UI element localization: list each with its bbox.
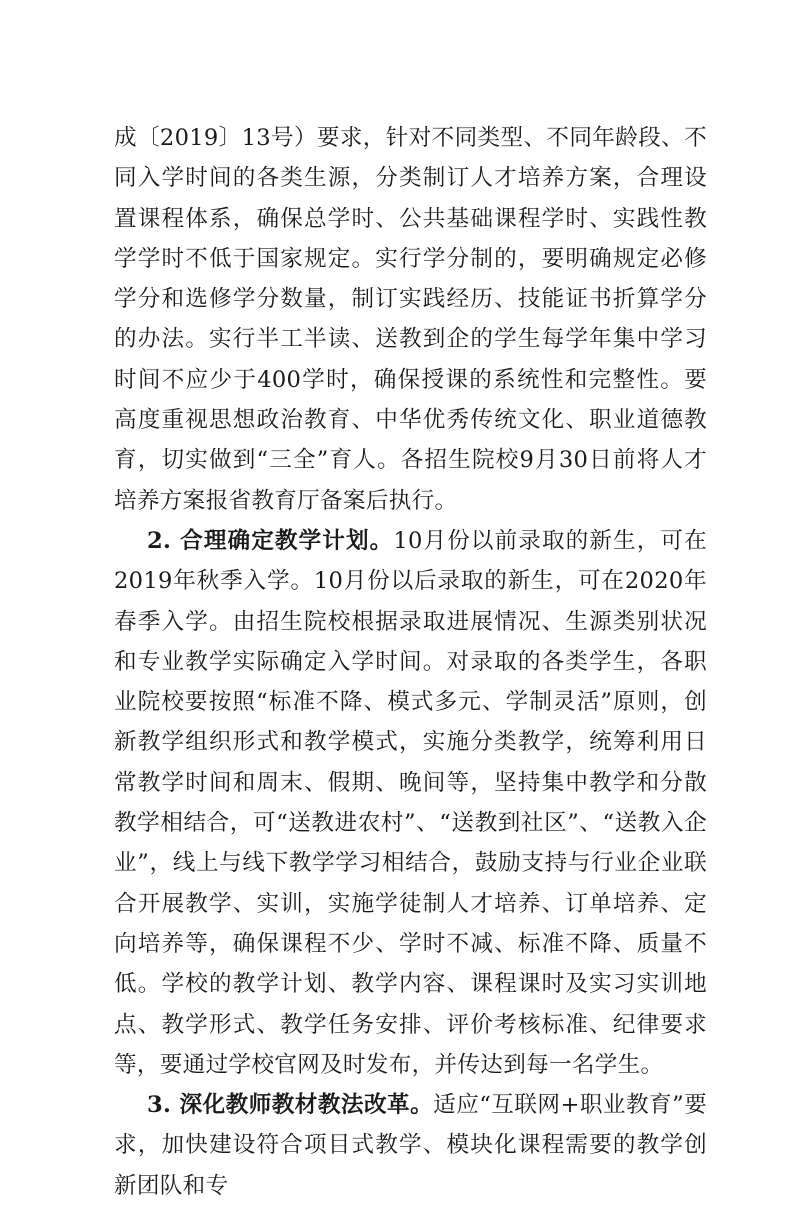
- paragraph-text: 成〔2019〕13号）要求，针对不同类型、不同年龄段、不同入学时间的各类生源，分类制订人才培养方案，合理设置课程体系，确保总学时、公共基础课程学时、实践性教学学时不低于国家规定。实行学分制的，要明确规定必修学分和选修学分数量，制订实践经历、技能证书折算学分的办法。实行半工半读、送教到企的学生每学年集中学习时间不应少于400学时，确保授课的系统性和完整性。要高度重视思想政治教育、中华优秀传统文化、职业道德教育，切实做到“三全”育人。各招生院校9月30日前将人才培养方案报省教育厅备案后执行。: [114, 125, 707, 514]
- section-heading: 2. 合理确定教学计划。: [147, 527, 394, 554]
- paragraph-text: 10月份以前录取的新生，可在2019年秋季入学。10月份以后录取的新生，可在2020年春季入学。由招生院校根据录取进展情况、生源类别状况和专业教学实际确定入学时间。对录取的各类学生，各职业院校要按照“标准不降、模式多元、学制灵活”原则，创新教学组织形式和教学模式，实施分类教学，统筹利用日常教学时间和周末、假期、晚间等，坚持集中教学和分散教学相结合，可“送教进农村”、“送教到社区”、“送教入企业”，线上与线下教学学习相结合，鼓励支持与行业企业联合开展教学、实训，实施学徒制人才培养、订单培养、定向培养等，确保课程不少、学时不减、标准不降、质量不低。学校的教学计划、教学内容、课程课时及实习实训地点、教学形式、教学任务安排、评价考核标准、纪律要求等，要通过学校官网及时发布，并传达到每一名学生。: [114, 527, 707, 1078]
- paragraph-teacher-reform: [114, 1085, 707, 1206]
- section-heading: 3. 深化教师教材教法改革。: [147, 1092, 434, 1119]
- paragraph-teaching-plan: [114, 521, 707, 1085]
- paragraph-text: 适应“互联网+职业教育”要求，加快建设符合项目式教学、模块化课程需要的教学创新团队和专: [114, 1092, 707, 1199]
- paragraph-continuation: [114, 118, 707, 521]
